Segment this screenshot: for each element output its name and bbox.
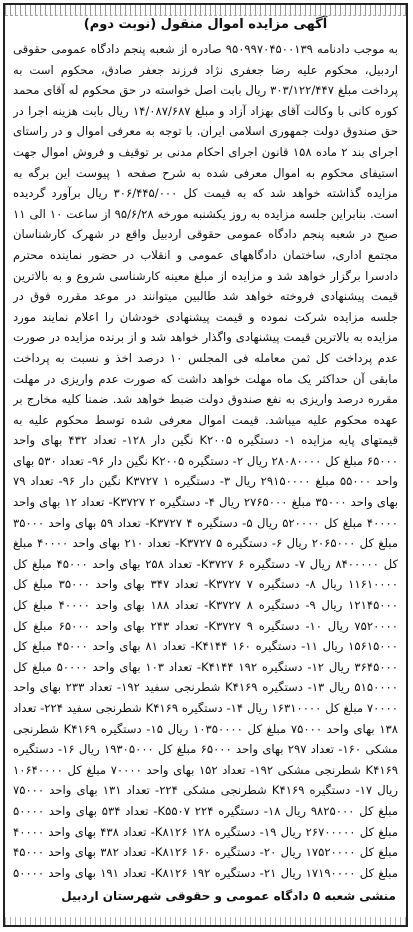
- bottom-border-decoration: [5, 917, 406, 925]
- notice-frame: [3, 3, 408, 927]
- notice-signature: منشی شعبه ۵ دادگاه عمومی و حقوقی شهرستان اردبیل: [61, 889, 396, 903]
- notice-title: آگهی مزایده اموال منقول (نوبت دوم): [83, 17, 328, 32]
- top-border-decoration: [5, 5, 406, 16]
- notice-body: [13, 39, 398, 885]
- notice-paragraph: به موجب دادنامه ۹۵۰۹۹۷۰۴۵۰۰۱۳۹ صادره از شعبه پنجم دادگاه عمومی حقوقی اردبیل، محکوم علیه رضا جعفری نژاد فرزند جعفر صادق، محکوم است به پرداخت مبلغ ۳۰۳/۱۲۲/۴۴۷ ریال بابت اصل خواسته در حق محکوم له آقای محمد کوره کانی با وکالت آقای بهزاد آزاد و مبلغ ۱۴/۰۸۷/۶۸۷ ریال بابت هزینه اجرا در حق صندوق دولت جمهوری اسلامی ایران. با توجه به معرفی اموال و در راستای اجرای بند ۲ ماده ۱۵۸ قانون اجرای احکام مدنی بر توقیف و فروش اموال جهت استیفای محکوم به اموال معرفی شده به شرح صفحه ۱ پیوست این برگه به مزایده گذاشته خواهد شد که به قیمت کل ۳۰۶/۴۴۵/۰۰۰ ریال برآورد گردیده است. بنابراین جلسه مزایده به روز یکشنبه مورخه ۹۵/۶/۲۸ از ساعت ۱۰ الی ۱۱ صبح در شعبه پنجم دادگاه عمومی حقوقی اردبیل واقع در شهرک کارشناسان مجتمع اداری، ساختمان دادگاههای عمومی و انقلاب در حضور نماینده محترم دادسرا برگزار خواهد شد و مزایده از مبلغ معینه کارشناسی شروع و به بالاترین قیمت پیشنهادی فروخته خواهد شد طالبین میتوانند در موعد مقرره فوق در جلسه مزایده شرکت نموده و قیمت پیشنهادی خودشان را اعلام نمایند مورد مزایده به بالاترین قیمت پیشنهادی واگذار خواهد شد و از برنده مزایده در صورت عدم پرداخت کل ثمن معامله فی المجلس ۱۰ درصد اخذ و نسبت به پرداخت مابقی آن حداکثر یک ماه مهلت خواهد داشت که صورت عدم واریزی در مهلت مقرره درصد واریزی به نفع صندوق دولت ضبط خواهد شد. ضمنا کلیه مخارج بر عهده محکوم علیه میباشد. قیمت اموال معرفی شده توسط محکوم علیه به قیمتهای پایه مزایده ۱- دستگیره K۲۰۰۵ نگین دار ۱۲۸- تعداد ۴۳۲ بهای واحد ۶۵۰۰۰ مبلغ کل ۲۸۰۸۰۰۰۰ ریال ۲- دستگیره K۲۰۰۵ نگین دار ۹۶- تعداد ۵۳۰ بهای واحد ۵۵۰۰۰ مبلغ ۲۹۱۵۰۰۰۰ ریال ۳- دستگیره K۳۷۲۷ ۱ نگین دار ۹۶- تعداد ۷۹ بهای واحد ۳۵۰۰۰ مبلغ ۲۷۶۵۰۰۰ ریال ۴- دستگیره K۳۷۲۷ ۲- تعداد ۱۲ بهای واحد ۴۰۰۰۰ مبلغ کل ۵۲۰۰۰۰ ریال ۵- دستگیره K۳۷۲۷ ۴- تعداد ۵۹ بهای واحد ۳۵۰۰۰ مبلغ کل ۲۰۶۵۰۰۰ ریال ۶- دستگیره K۳۷۲۷ ۵- تعداد ۲۱۰ بهای واحد ۴۰۰۰۰ مبلغ کل ۸۴۰۰۰۰۰ ریال ۷- دستگیره K۳۷۲۷ ۶- تعداد ۲۵۸ بهای واحد ۴۵۰۰۰ مبلغ کل ۱۱۶۱۰۰۰۰ ریال ۸- دستگیره K۳۷۲۷ ۷- تعداد ۳۴۷ بهای واحد ۳۵۰۰۰ مبلغ کل ۱۲۱۴۵۰۰۰ ریال ۹- دستگیره K۳۷۲۷ ۸- تعداد ۱۸۸ بهای واحد ۴۰۰۰۰ مبلغ کل ۷۵۲۰۰۰۰ ریال ۱۰- دستگیره K۳۷۲۷ ۹- تعداد ۲۴۳ بهای واحد ۶۵۰۰۰ مبلغ کل ۱۵۶۱۵۰۰۰ ریال ۱۱- دستگیره K۴۱۴۴ ۱۶۰- تعداد ۸۱ بهای واحد ۴۵۰۰۰ مبلغ کل ۳۶۴۵۰۰۰ ریال ۱۲- دستگیره K۴۱۴۴ ۱۹۲- تعداد ۱۰۳ بهای واحد ۵۰۰۰۰ مبلغ کل ۵۱۵۰۰۰۰ ریال ۱۳- دستگیره K۴۱۶۹ شطرنجی سفید ۱۹۲- تعداد ۲۳۳ بهای واحد ۷۰۰۰۰ مبلغ کل ۱۶۳۱۰۰۰۰ ریال ۱۴- دستگیره K۴۱۶۹ شطرنجی سفید ۲۲۴- تعداد ۱۳۸ بهای واحد ۷۵۰۰۰ مبلغ کل ۱۰۳۵۰۰۰۰ ریال ۱۵- دستگیره K۴۱۶۹ شطرنجی مشکی ۱۶۰- تعداد ۲۹۷ بهای واحد ۶۵۰۰۰ مبلغ کل ۱۹۳۰۵۰۰۰ ریال ۱۶- دستگیره K۴۱۶۹ شطرنجی مشکی ۱۹۲- تعداد ۱۵۲ بهای واحد ۷۰۰۰۰ مبلغ کل ۱۰۶۴۰۰۰۰ ریال ۱۷- دستگیره K۴۱۶۹ شطرنجی مشکی ۲۲۴- تعداد ۱۳۱ بهای واحد ۷۵۰۰۰ مبلغ کل ۹۸۲۵۰۰۰ ریال ۱۸- دستگیره K۵۵۰۷ ۲۲۴- تعداد ۵۳۴ بهای واحد ۵۰۰۰۰ مبلغ کل ۲۶۷۰۰۰۰۰ ریال ۱۹- دستگیره K۸۱۲۶ ۱۲۸- تعداد ۴۳۸ بهای واحد ۴۰۰۰۰ مبلغ کل ۱۷۵۲۰۰۰۰ ریال ۲۰- دستگیره K۸۱۲۶ ۱۶۰- تعداد ۳۸۲ بهای واحد ۴۵۰۰۰ مبلغ کل ۱۷۱۹۰۰۰۰ ریال ۲۱- دستگیره K۸۱۲۶ ۱۹۲- تعداد ۱۹۱ بهای واحد ۵۰۰۰۰: [13, 42, 398, 880]
